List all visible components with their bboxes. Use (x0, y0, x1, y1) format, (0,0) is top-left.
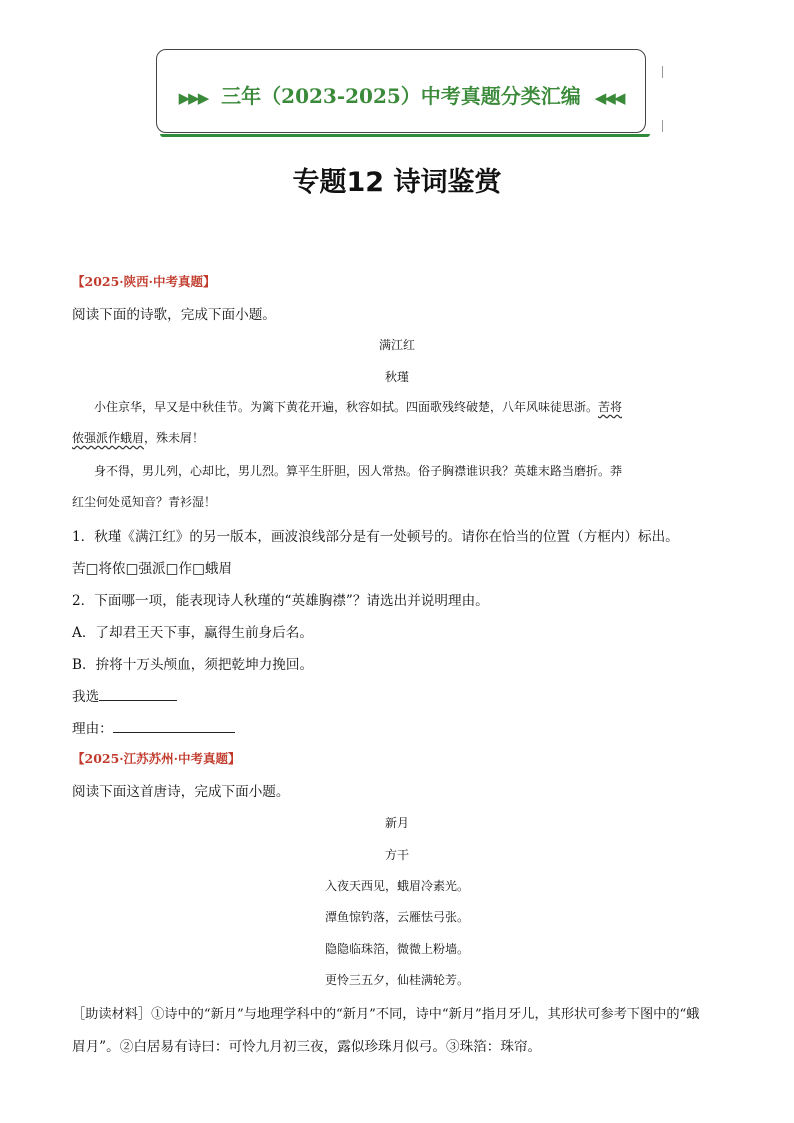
poem-title: 新月 (384, 816, 409, 830)
intro-text: 阅读下面这首唐诗，完成下面小题。 (72, 784, 290, 800)
banner-title: 三年（2023-2025）中考真题分类汇编 (221, 84, 581, 108)
poem-author: 秋瑾 (384, 370, 409, 384)
question-1: 1．秋瑾《满江红》的另一版本，画波浪线部分是有一处顿号的。请你在恰当的位置（方框内）标出。 (72, 529, 679, 545)
poem-line: 入夜天西见，蛾眉冷素光。 (324, 879, 469, 893)
poem-line: 身不得，男儿列，心却比，男儿烈。算平生肝胆，因人常热。俗子胸襟谁识我？英雄末路当磨折。莽 (94, 464, 623, 478)
banner-title-row (157, 80, 645, 109)
banner-shadow (160, 134, 650, 137)
arrows-right-icon: ▶▶▶ (178, 89, 208, 107)
reason-blank[interactable] (113, 718, 235, 733)
banner-edge-mark (662, 66, 663, 78)
poem-paragraph (94, 392, 622, 423)
poem-line: 隐隐临珠箔，微微上粉墙。 (324, 942, 469, 956)
poem-line: 红尘何处觅知音？青衫湿！ (72, 495, 217, 509)
choose-label: 我选 (72, 689, 100, 705)
poem-title: 满江红 (378, 338, 415, 352)
intro-text: 阅读下面的诗歌，完成下面小题。 (72, 307, 276, 323)
choose-blank[interactable] (99, 686, 177, 701)
note-line: ［助读材料］①诗中的“新月”与地理学科中的“新月”不同，诗中“新月”指月牙儿，其形状可参考下图中的“蛾 (72, 1007, 700, 1022)
option-a: A．了却君王天下事，赢得生前身后名。 (72, 625, 313, 641)
header-banner (156, 49, 646, 133)
poem-line: 小住京华，早又是中秋佳节。为篱下黄花开遍，秋容如拭。四面歌残终破楚，八年风味徒思浙。 (94, 400, 599, 414)
reason-line (72, 717, 235, 737)
source-tag: 【2025·陕西·中考真题】 (72, 274, 216, 289)
note-line: 眉月”。②白居易有诗曰：可怜九月初三夜，露似珍珠月似弓。③珠箔：珠帘。 (72, 1039, 542, 1055)
poem-line: ，殊未屑！ (144, 431, 205, 445)
poem-line: 更怜三五夕，仙桂满轮芳。 (324, 973, 469, 987)
poem-line: 潭鱼惊钓落，云雁怯弓张。 (324, 910, 469, 924)
choose-line (72, 685, 177, 705)
arrows-left-icon: ◀◀◀ (594, 89, 624, 107)
wavy-underlined-text: 苦将 (598, 400, 623, 414)
poem-author: 方干 (384, 848, 409, 862)
poem-paragraph (72, 423, 204, 454)
source-tag: 【2025·江苏苏州·中考真题】 (72, 751, 241, 766)
question-1-text: 苦□将侬□强派□作□蛾眉 (72, 561, 233, 577)
banner-edge-mark (662, 120, 663, 132)
option-b: B．拚将十万头颅血，须把乾坤力挽回。 (72, 657, 314, 673)
reason-label: 理由： (72, 721, 113, 737)
page-title: 专题12 诗词鉴赏 (292, 167, 502, 198)
wavy-underlined-text: 侬强派作蛾眉 (72, 431, 145, 445)
question-2: 2．下面哪一项，能表现诗人秋瑾的“英雄胸襟”？请选出并说明理由。 (72, 593, 489, 609)
